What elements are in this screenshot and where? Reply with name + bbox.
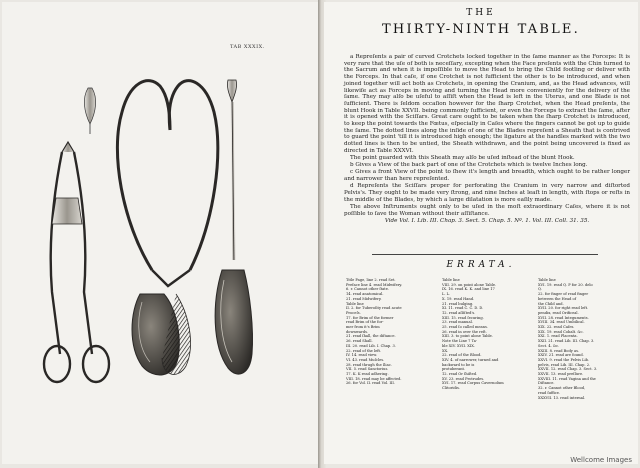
errata-line: 26. read Shall. bbox=[346, 339, 373, 344]
errata-line: protuberant. bbox=[442, 367, 466, 372]
paragraph-d: d Repreſents the Sciſſars proper for perforating the Cranium in very narrow and diſtorted Pelvis's. They ought to be made very ſtrong, and nine Inches at leaſt in length, with ſtops or reſts in the middle of the Blades, by which a large dilatation is more eaſily made. bbox=[344, 183, 630, 203]
errata-line: XVI. 17. read Corpus Cavernoſum bbox=[442, 381, 504, 386]
errata-line: mer from it's Brim bbox=[346, 325, 380, 330]
errata-line: XVIII. 34. read Umbilical. bbox=[538, 320, 585, 325]
errata-line: 21. read Midwifery. bbox=[346, 296, 382, 301]
single-crotchet-b bbox=[215, 80, 252, 374]
errata-line: 22. for finger of read finger bbox=[538, 292, 589, 297]
paragraph-a: a Repreſents a pair of curved Crotchets locked together in the ſame manner as the Forceps: It is very rare that the uſe of both is neceſſary, excepting when the Face preſents with the Chin turned to the Sacrum and when it is impoſſible to move the Head to bring the Child footling or deliver with the Forceps. In that caſe, if one Crotchet is not ſufficient the other is to be introduced, and when joined together will act both as Crotchets, in opening the Cranium, and, as the Head advances, will likewiſe act as Forceps in moving and turning the Head more conveniently for the delivery of the ſame. They may alſo be uſeful to aſſiſt when the Head is left in the Uterus, and one Blade is not ſufficient. There is ſeldom occaſion however for the ſharp Crotchet, when the Head preſents, the blunt Hook in Table XXVII. being commonly ſufficient, or even the Forceps to extract the ſame, after it is opened with the Sciſſars. Great care ought to be taken when the ſharp Crotchet is introduced, to keep the point towards the Fœtus, eſpecially in Caſes where the fingers cannot be got up to guide the ſame. The dotted lines along the inſide of one of the Blades repreſent a Sheath that is contrived to guard the point 'till it is introduced high enough; the ligature at the handles marked with the two dotted lines is then to be untied, the Sheath withdrawn, and the point being uncovered is fixed as directed in Table XXXVI. bbox=[344, 54, 630, 154]
errata-line: 25. read ſo called means. bbox=[442, 325, 488, 330]
page-title: THIRTY-NINTH TABLE. bbox=[382, 22, 580, 37]
errata-line: XXVIII. 11. read Vagina and the bbox=[538, 376, 596, 381]
paragraph-sheath: The point guarded with this Sheath may alſo be uſed inſtead of the blunt Hook. bbox=[350, 155, 575, 162]
errata-column-1 bbox=[346, 278, 416, 386]
errata-line: ble XIV. XVII. XIX. bbox=[442, 343, 475, 348]
errata-line: Diſtance. bbox=[538, 381, 555, 386]
errata-line: XVII. 20. for right read left. bbox=[538, 306, 589, 311]
errata-line: XI. 11. read C. C. D. D. bbox=[442, 306, 484, 311]
crotchet-point-c bbox=[84, 88, 95, 134]
errata-line: XIX. 19. read Cobalt. &c. bbox=[538, 329, 584, 334]
curved-crotchets-a bbox=[117, 81, 217, 375]
wellcome-credit: Wellcome Images bbox=[570, 456, 632, 464]
errata-line: 23. read manual. bbox=[442, 320, 473, 325]
errata-line: Table line bbox=[538, 278, 556, 282]
errata-line: pelvis, read Lib. III. Chap. 2. bbox=[538, 362, 591, 367]
errata-line: 21. read ſhall, the diſtance. bbox=[346, 334, 396, 339]
errata-line: Table line bbox=[442, 278, 460, 282]
paragraph-closing: The above Inſtruments ought only to be uſed in the moſt extraordinary Caſes, where it is not poſſible to ſave the Woman without their aſſiſtance. bbox=[344, 203, 630, 217]
errata-line: 26. read in over the reſt. bbox=[442, 329, 487, 334]
errata-line: Sect. 4. &c. bbox=[538, 343, 560, 348]
errata-line: L. L. bbox=[442, 292, 451, 297]
errata-line: 32. r. Cannot other Blood, bbox=[538, 386, 586, 391]
errata-line: VII. 5. read Sanctorius. bbox=[346, 367, 389, 372]
paragraph-c: c Gives a front View of the point to ſhew it's length and breadth, which ought to be rather longer and narrower than here repreſented. bbox=[344, 169, 630, 183]
plate-page bbox=[2, 2, 321, 464]
errata-line: the Child and. bbox=[538, 301, 564, 306]
errata-line: IX. 16. read K. K. and line 17 bbox=[442, 287, 495, 292]
errata-line: 28. read thrugh the Iliac. bbox=[346, 362, 392, 367]
errata-line: 26. for Vol. II. read Vol. III. bbox=[346, 381, 395, 386]
errata-line: backward to be is bbox=[442, 362, 475, 367]
errata-line: VIII. 18. read may be affected. bbox=[346, 376, 402, 381]
errata-line: 21. read bulging. bbox=[442, 301, 474, 306]
errata-line: XIII. 15. read ſecuring. bbox=[442, 315, 484, 320]
errata-line: XXXVII. 13. read internal. bbox=[538, 395, 586, 400]
divider-rule bbox=[372, 254, 598, 255]
errata-line: Q. bbox=[538, 287, 542, 292]
errata-line: VI. 43. read Muſcles. bbox=[346, 357, 385, 362]
errata-line: VIII. 29. on point alone Table. bbox=[442, 282, 497, 287]
instrument-engravings bbox=[2, 2, 320, 464]
errata-line: XXIV. 21. read are found. bbox=[538, 353, 584, 358]
errata-line: read ſuffice. bbox=[538, 390, 561, 395]
errata-line: XX. bbox=[442, 348, 449, 353]
errata-title: ERRATA. bbox=[446, 260, 516, 270]
text-page bbox=[324, 2, 638, 464]
errata-line: Table line bbox=[346, 301, 364, 306]
errata-column-2 bbox=[442, 278, 512, 391]
plate-label: TAB XXXIX. bbox=[230, 44, 265, 50]
perforating-scissors-d bbox=[44, 142, 109, 382]
errata-line: 22. read of the left. bbox=[346, 348, 382, 353]
errata-line: XXVI. 9. read the Pelvis Lib. bbox=[538, 357, 590, 362]
errata-line: Clitoridis. bbox=[442, 386, 460, 391]
errata-column-3 bbox=[538, 278, 608, 400]
errata-line: II. 2. for Tuberoſity read acute bbox=[346, 306, 402, 311]
errata-line: Proceſs. bbox=[346, 310, 361, 315]
errata-line: XVII. 28. read Integuments. bbox=[538, 315, 589, 320]
errata-line: XV. 23. read Protrudes. bbox=[442, 376, 485, 381]
errata-line: XXII. 21. read Lib. III. Chap. 3. bbox=[538, 339, 595, 344]
errata-line: 12. read Or ſhiſted. bbox=[442, 372, 478, 377]
paragraph-b: b Gives a View of the back part of one of the Crotchets which is twelve Inches long. bbox=[350, 162, 588, 169]
errata-line: XXVII. 13. read preſſure. bbox=[538, 372, 584, 377]
errata-line: pendix, read Orificeal. bbox=[538, 310, 579, 315]
errata-line: 6. r. Cannot other ſtate. bbox=[346, 287, 389, 292]
errata-line: XXIII. 8. read Body as. bbox=[538, 348, 580, 353]
errata-line: XXI. 1. read Placenta. bbox=[538, 334, 578, 339]
errata-line: IV. 14. read view. bbox=[346, 353, 378, 358]
plate-description bbox=[344, 54, 630, 225]
errata-line: 22. read of the Blood. bbox=[442, 353, 482, 358]
errata-line: 17. for Brim of the former bbox=[346, 315, 394, 320]
errata-line: III. 20. read Lib. I. Chap. 3. bbox=[346, 343, 396, 348]
errata-line: XIII. 3. to point alone Table. bbox=[442, 334, 493, 339]
errata-line: 12. read aſſiſted's. bbox=[442, 310, 476, 315]
errata-line: read Brim of the for- bbox=[346, 320, 384, 325]
errata-line: XVI. 19. read Q. P for 20. delo bbox=[538, 282, 593, 287]
errata-line: XIX. 22. read Caſes. bbox=[538, 325, 575, 330]
header-the: THE bbox=[466, 8, 496, 18]
errata-line: X. 19. read Hand. bbox=[442, 296, 475, 301]
errata-line: Title Page, line 2. read Set. bbox=[346, 278, 396, 282]
errata-line: between the Head of bbox=[538, 296, 577, 301]
errata-line: 14. read anatomical. bbox=[346, 292, 384, 297]
errata-line: Preface line 4. read Midwifery. bbox=[346, 282, 403, 287]
errata-line: XIV. 4. of narrower, turned and bbox=[442, 357, 499, 362]
errata-line: downwards. bbox=[346, 329, 369, 334]
vide-reference: Vide Vol. I. Lib. III. Chap. 3. Sect. 5. Chap. 5. Nº. 1. Vol. III. Coll. 31. 35. bbox=[384, 217, 590, 224]
errata-line: Note the Line 7 Ta- bbox=[442, 339, 478, 344]
errata-line: 17. K. K read adhering. bbox=[346, 372, 389, 377]
errata-line: XXVII. 12. read Chap. 3. Sect. 3. bbox=[538, 367, 598, 372]
